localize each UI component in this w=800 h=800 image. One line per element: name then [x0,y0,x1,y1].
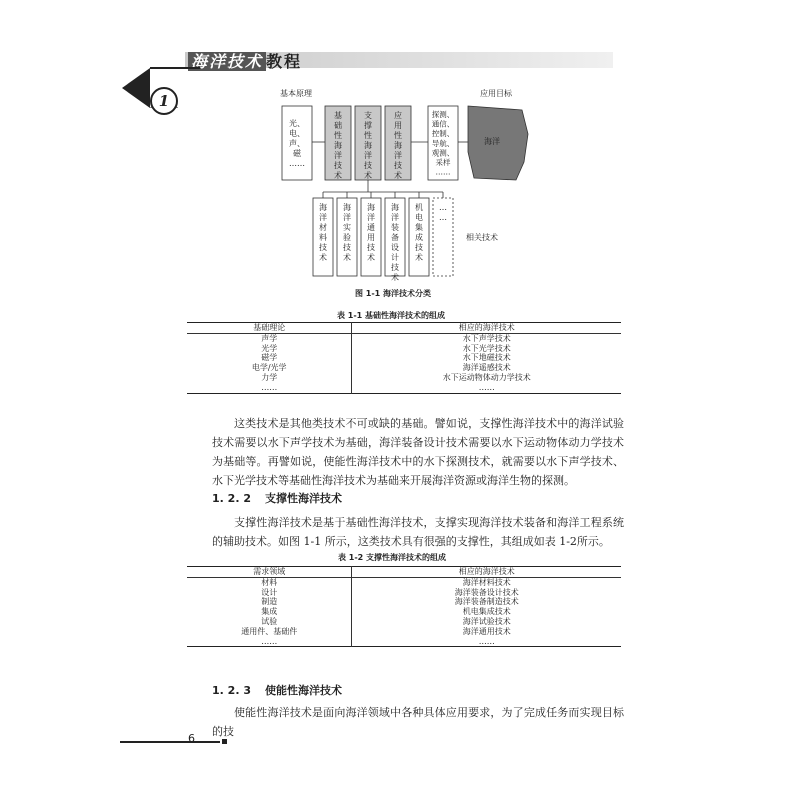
related-technology-label: 洋 [367,213,375,222]
table-header-cell: 相应的海洋技术 [352,567,621,578]
basic-principle-item: 光、 [289,119,305,128]
core-technology-label: 技 [394,161,402,170]
paragraph-3 [212,703,624,741]
table-cell: 光学 [187,344,352,354]
related-technology-label: 术 [343,253,351,262]
application-goal-item: 采样 [435,158,451,167]
book-title [188,49,302,72]
core-technology-label: 术 [364,171,372,180]
table-row [187,344,621,354]
application-goal-item: 通信、 [431,119,455,129]
table-cell: 海洋通用技术 [462,626,511,636]
table-cell: 电学/光学 [187,363,352,373]
related-technology-label: 集 [415,223,423,232]
core-technology-label: 基 [334,111,342,120]
table-row [187,607,621,617]
related-technology-label: … [439,203,447,212]
related-technology-label: 电 [415,213,423,222]
table-cell: …… [478,636,495,646]
core-technology-label: 支 [364,111,372,120]
core-technology-label: 撑 [364,121,372,130]
table-cell: 通用件、基础件 [187,627,352,637]
table-header-cell: 相应的海洋技术 [352,323,621,334]
table-row [187,363,621,373]
table-cell: 海洋装备设计技术 [454,587,519,597]
core-technology-label: 技 [364,161,372,170]
core-technology-label: 洋 [334,151,342,160]
table-cell: 海洋装备制造技术 [454,597,519,607]
related-technology-label: 海 [391,203,399,212]
core-technology-label: 海 [364,141,372,150]
book-title-prefix: 海洋技术 [188,52,266,71]
core-technology-label: 海 [394,141,402,150]
table-cell: 试验 [187,617,352,627]
paragraph-2 [212,513,624,551]
table-cell: 机电集成技术 [462,607,511,617]
related-technology-label: 实 [343,223,351,232]
related-technology-label: 成 [415,233,423,242]
table-cell: 设计 [187,588,352,598]
related-technology-label: 料 [319,233,327,242]
table-cell: 海洋遥感技术 [462,363,511,373]
table-row [187,637,621,647]
related-technology-label: 通 [367,223,375,232]
table-cell: 水下声学技术 [462,333,511,343]
related-technology-label: 技 [391,263,399,272]
table1 [187,322,621,394]
table-cell: 水下运动物体动力学技术 [442,372,531,382]
table-cell: …… [478,382,495,392]
ocean-label: 海洋 [484,137,500,146]
figure-caption: 图 1-1 海洋技术分类 [355,289,432,298]
paragraph-1-text: 这类技术是其他类技术不可或缺的基础。譬如说，支撑性海洋技术中的海洋试验技术需要以水下声学技术为基础，海洋装备设计技术需要以水下运动物体动力学技术为基础等。再譬如说，使能性海洋技术中的水下探测技术，就需要以水下声学技术、水下光学技术等基础性海洋技术为基础来开展海洋资源或海洋生物的探测。 [212,417,624,487]
application-goal-label: 应用目标 [480,89,512,98]
related-technology-label: 术 [319,253,327,262]
related-technology-label: 洋 [343,213,351,222]
related-technology-label: 技 [367,243,375,252]
paragraph-3-text: 使能性海洋技术是面向海洋领域中各种具体应用要求，为了完成任务而实现目标的技 [212,706,624,738]
table-row [187,373,621,383]
section-heading-1-2-3 [212,682,342,698]
core-technology-label: 应 [394,111,402,120]
table-cell: 海洋材料技术 [462,577,511,587]
table1-caption: 表 1-1 基础性海洋技术的组成 [337,311,446,320]
technology-classification-diagram [260,82,550,290]
table-row [187,577,621,587]
page-number: 6 [188,732,195,745]
section-title: 支撑性海洋技术 [264,492,342,505]
footer-dot [222,739,227,744]
related-technology-label: 技 [415,243,423,252]
book-title-suffix: 教程 [266,52,303,71]
table-header-row [187,323,621,334]
basic-principle-item: 磁 [293,149,301,158]
related-technology-label: 术 [415,253,423,262]
table-row [187,588,621,598]
table-cell: …… [187,637,352,647]
chapter-number-badge: 1 [150,87,178,115]
related-technology-label: 相关技术 [466,233,498,242]
section-heading-1-2-2 [212,490,342,506]
related-technology-label: 装 [391,223,399,232]
core-technology-label: 技 [334,161,342,170]
table-cell: 力学 [187,373,352,383]
core-technology-label: 性 [334,131,342,140]
table-row [187,597,621,607]
table-header-cell: 基础理论 [187,323,352,334]
section-title: 使能性海洋技术 [264,684,342,697]
section-number: 1. 2. 2 [212,492,251,505]
related-technology-label: … [439,213,447,222]
paragraph-1 [212,414,624,490]
table-header-row [187,567,621,578]
basic-principle-item: 电、 [289,129,305,138]
related-technology-label: 海 [367,203,375,212]
related-technology-label: 设 [391,243,399,252]
related-technology-label: 洋 [319,213,327,222]
core-technology-label: 洋 [364,151,372,160]
basic-principle-item: …… [289,159,305,168]
application-goal-item: 探测、 [431,110,455,119]
core-technology-label: 性 [394,131,402,140]
core-technology-label: 术 [394,171,402,180]
related-technology-label: 技 [319,243,327,252]
table-row [187,353,621,363]
table-row [187,627,621,637]
table-cell: 集成 [187,607,352,617]
related-technology-label: 术 [367,253,375,262]
related-technology-label: 机 [415,203,423,212]
core-technology-label: 海 [334,141,342,150]
table2 [187,566,621,647]
table-row [187,617,621,627]
application-goal-item: 观测、 [431,148,455,158]
table-row [187,333,621,343]
table-cell: 声学 [187,333,352,343]
related-technology-label: 备 [391,233,399,242]
footer-rule [120,741,220,743]
table-row [187,383,621,393]
related-technology-label: 技 [343,243,351,252]
paragraph-2-text: 支撑性海洋技术是基于基础性海洋技术，支撑实现海洋技术装备和海洋工程系统的辅助技术。如图 1-1 所示，这类技术具有很强的支撑性，其组成如表 1-2所示。 [212,516,624,548]
table-cell: 海洋试验技术 [462,616,511,626]
core-technology-label: 术 [334,171,342,180]
related-technology-label: 计 [391,253,399,262]
table-cell: 材料 [187,577,352,587]
related-technology-label: 海 [319,203,327,212]
table-cell: …… [187,383,352,393]
table-cell: 制造 [187,597,352,607]
table-cell: 水下地磁技术 [462,353,511,363]
core-technology-label: 性 [364,131,372,140]
table-cell: 水下光学技术 [462,343,511,353]
table2-caption: 表 1-2 支撑性海洋技术的组成 [338,553,447,562]
core-technology-label: 用 [394,121,402,130]
application-goal-item: …… [435,167,451,177]
related-technology-label: 洋 [391,213,399,222]
basic-principle-label: 基本原理 [280,89,312,98]
related-technology-label: 术 [391,273,399,282]
related-technology-label: 验 [343,233,351,242]
core-technology-label: 础 [334,121,342,130]
related-technology-label: 材 [319,223,327,232]
application-goal-item: 导航、 [431,138,455,148]
related-technology-label: 海 [343,203,351,212]
core-technology-label: 洋 [394,151,402,160]
table-header-cell: 需求领域 [187,567,352,578]
application-goal-item: 控制、 [431,129,455,139]
basic-principle-item: 声、 [289,139,305,148]
related-technology-label: 用 [367,233,375,242]
table-cell: 磁学 [187,353,352,363]
section-number: 1. 2. 3 [212,684,251,697]
